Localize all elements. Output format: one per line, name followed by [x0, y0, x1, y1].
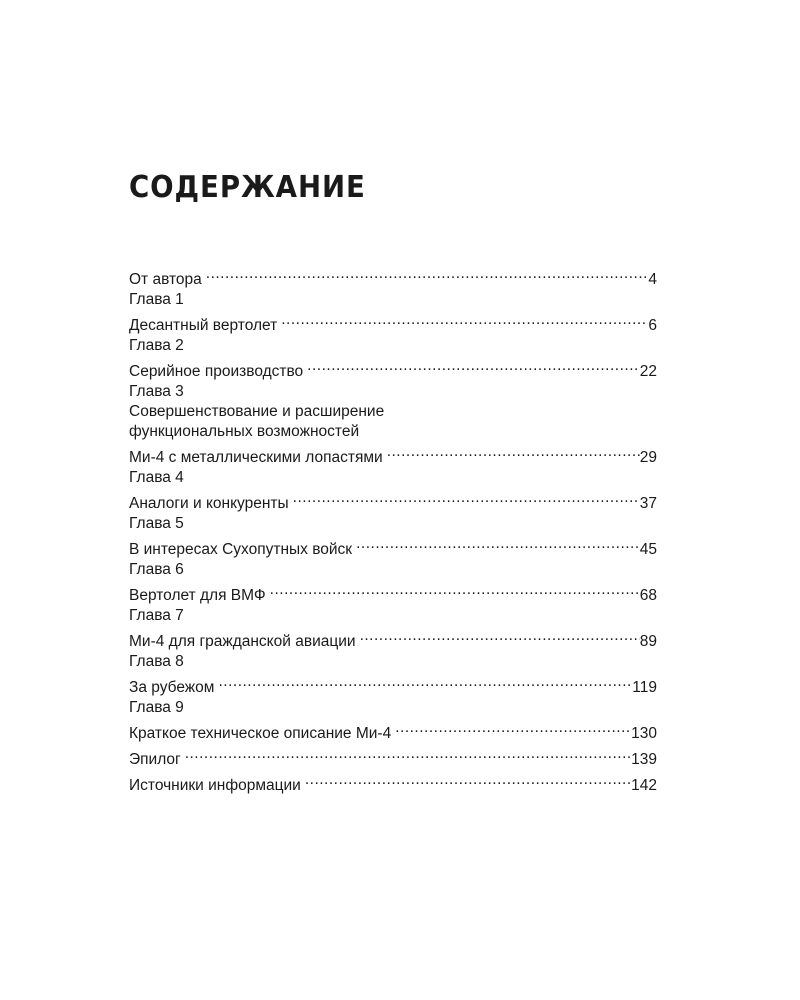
toc-leader-dots: [360, 626, 640, 646]
toc-title: Ми-4 с металлическими лопастями: [129, 449, 383, 466]
toc-title: Ми-4 для гражданской авиации: [129, 633, 356, 650]
toc-title: Вертолет для ВМФ: [129, 587, 266, 604]
toc-chapter-label: Глава 6: [129, 561, 184, 578]
toc-chapter-label: Глава 9: [129, 699, 184, 716]
toc-leader-dots: [395, 718, 631, 738]
toc-title: Аналоги и конкуренты: [129, 495, 289, 512]
toc-title-line: Совершенствование и расширение: [129, 403, 385, 420]
toc-row[interactable]: [129, 310, 657, 334]
toc-chapter-label: Глава 1: [129, 291, 184, 308]
toc-row[interactable]: [129, 264, 657, 288]
toc-leader-dots: [305, 770, 631, 790]
toc-row[interactable]: [129, 356, 657, 380]
toc-title: Краткое техническое описание Ми-4: [129, 725, 392, 742]
toc-chapter-label: Глава 4: [129, 469, 184, 486]
toc-page-number: 130: [631, 725, 657, 742]
toc-entry: [129, 468, 657, 512]
toc-entry: [129, 698, 657, 742]
toc-title: За рубежом: [129, 679, 215, 696]
toc-row[interactable]: [129, 442, 657, 466]
table-of-contents: [129, 264, 657, 796]
toc-title-line: функциональных возможностей: [129, 423, 360, 440]
toc-entry: [129, 560, 657, 604]
toc-leader-dots: [293, 488, 640, 508]
toc-row[interactable]: [129, 672, 657, 696]
toc-title: Эпилог: [129, 751, 181, 768]
toc-page-number: 22: [639, 363, 657, 380]
toc-entry: [129, 290, 657, 334]
toc-leader-dots: [281, 310, 648, 330]
page-title: СОДЕРЖАНИЕ: [129, 170, 366, 205]
toc-page-number: 29: [639, 449, 657, 466]
toc-entry: [129, 652, 657, 696]
toc-page-number: 37: [639, 495, 657, 512]
toc-entry: [129, 770, 657, 794]
toc-row[interactable]: [129, 488, 657, 512]
toc-title: В интересах Сухопутных войск: [129, 541, 353, 558]
toc-leader-dots: [185, 744, 631, 764]
toc-row[interactable]: [129, 718, 657, 742]
toc-chapter-label: Глава 3: [129, 383, 184, 400]
toc-title: Десантный вертолет: [129, 317, 278, 334]
toc-chapter-label: Глава 7: [129, 607, 184, 624]
toc-leader-dots: [218, 672, 632, 692]
toc-entry: [129, 606, 657, 650]
toc-leader-dots: [206, 264, 649, 284]
toc-entry: [129, 264, 657, 288]
toc-row[interactable]: [129, 770, 657, 794]
toc-chapter-label: Глава 2: [129, 337, 184, 354]
toc-title: От автора: [129, 271, 202, 288]
toc-entry: [129, 382, 657, 466]
toc-row[interactable]: [129, 580, 657, 604]
toc-page-number: 6: [648, 317, 657, 334]
toc-row[interactable]: [129, 534, 657, 558]
toc-page-number: 45: [639, 541, 657, 558]
toc-title: Серийное производство: [129, 363, 304, 380]
toc-page-number: 142: [631, 777, 657, 794]
toc-leader-dots: [387, 442, 640, 462]
toc-entry: [129, 744, 657, 768]
toc-chapter-label: Глава 8: [129, 653, 184, 670]
toc-leader-dots: [356, 534, 640, 554]
toc-page-number: 4: [648, 271, 657, 288]
toc-entry: [129, 336, 657, 380]
toc-page-number: 89: [639, 633, 657, 650]
toc-entry: [129, 514, 657, 558]
toc-row[interactable]: [129, 626, 657, 650]
toc-leader-dots: [270, 580, 640, 600]
toc-page-number: 68: [639, 587, 657, 604]
toc-row[interactable]: [129, 744, 657, 768]
toc-leader-dots: [307, 356, 640, 376]
toc-page-number: 139: [631, 751, 657, 768]
toc-page-number: 119: [632, 679, 657, 696]
toc-chapter-label: Глава 5: [129, 515, 184, 532]
toc-title: Источники информации: [129, 777, 301, 794]
